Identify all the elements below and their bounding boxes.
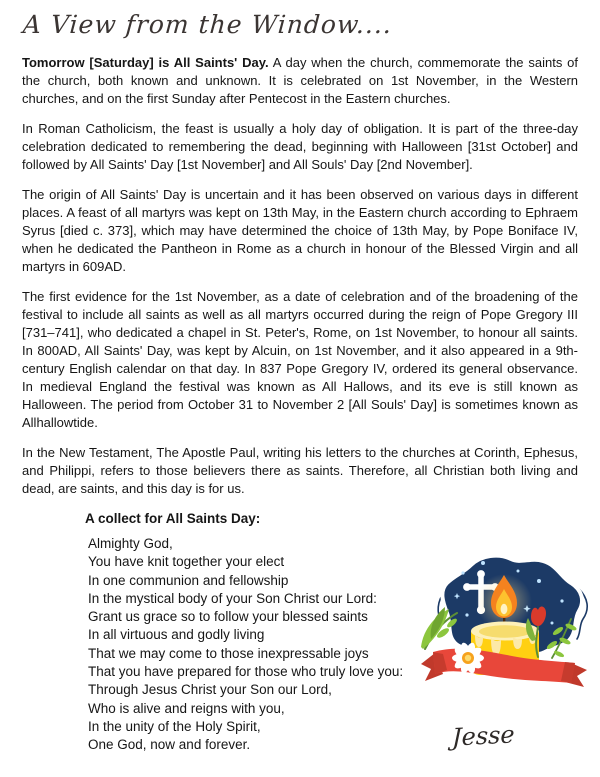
article-paragraph-lead (22, 54, 578, 108)
article-body (22, 54, 578, 498)
collect-line: Grant us grace so to follow your blessed saints (88, 609, 368, 625)
collect-line: Who is alive and reigns with you, (88, 700, 285, 716)
signature: Jesse (451, 720, 515, 752)
lead-bold-text: Tomorrow [Saturday] is All Saints' Day. (22, 55, 269, 70)
collect-heading: A collect for All Saints Day: (85, 511, 261, 526)
collect-line: That you have prepared for those who truly love you: (88, 664, 404, 680)
article-paragraph: In Roman Catholicism, the feast is usually a holy day of obligation. It is part of the three-day celebration dedicated to remembering the dead, beginning with Halloween [31st October] and followed by All Saints' Day [1st November] and All Souls' Day [2nd November]. (22, 121, 578, 172)
article-paragraph: The first evidence for the 1st November, as a date of celebration and of the broadening of the festival to include all saints as well as all martyrs occurred during the reign of Pope Gregory III [731–741], who dedicated a chapel in St. Peter's, Rome, on 1st November, to honour all saints. In 800AD, All Saints' Day, was kept by Alcuin, on 1st November, and it also appeared in a 9th-century English calendar on that day. In 837 Pope Gregory IV, ordered its general observance. In medieval England the festival was known as All Hallows, and its eve is still known as Halloween. The period from October 31 to November 2 [All Souls' Day] is sometimes known as Allhallowtide. (22, 289, 578, 430)
collect-line: Through Jesus Christ your Son our Lord, (88, 682, 332, 698)
collect-line: You have knit together your elect (88, 554, 285, 570)
candle-illustration (419, 551, 591, 703)
lead-rest-text: A day when the church, commemorate the saints of the church, both known and unknown. It is celebrated on 1st November, in the Western churches, and on the first Sunday after Pentecost in the Eastern churches. (22, 55, 579, 106)
candle-illustration-svg (419, 551, 591, 703)
collect-line: In the unity of the Holy Spirit, (88, 718, 261, 734)
article-paragraph: The origin of All Saints' Day is uncertain and it has been observed on various days in different places. A feast of all martyrs was kept on 13th May, in the Eastern church according to Ephraem Syrus [died c. 373], which may have determined the choice of 13th May, by Pope Boniface IV, when he dedicated the Pantheon in Rome as a church in honour of the Blessed Virgin and all martyrs in 609AD. (22, 187, 578, 274)
collect-line: That we may come to those inexpressable joys (88, 645, 369, 661)
article-paragraph: In the New Testament, The Apostle Paul, writing his letters to the churches at Corinth, Ephesus, and Philippi, refers to those believers there as saints. Therefore, all Christian both living and dead, are saints, and this day is for us. (22, 445, 578, 496)
collect-line: In one communion and fellowship (88, 572, 289, 588)
page-title: A View from the Window.... (22, 10, 394, 39)
collect-line: Almighty God, (88, 536, 173, 551)
collect-line: In the mystical body of your Son Christ our Lord: (88, 590, 377, 606)
collect-line: One God, now and forever. (88, 737, 251, 753)
collect-line: In all virtuous and godly living (88, 627, 265, 643)
